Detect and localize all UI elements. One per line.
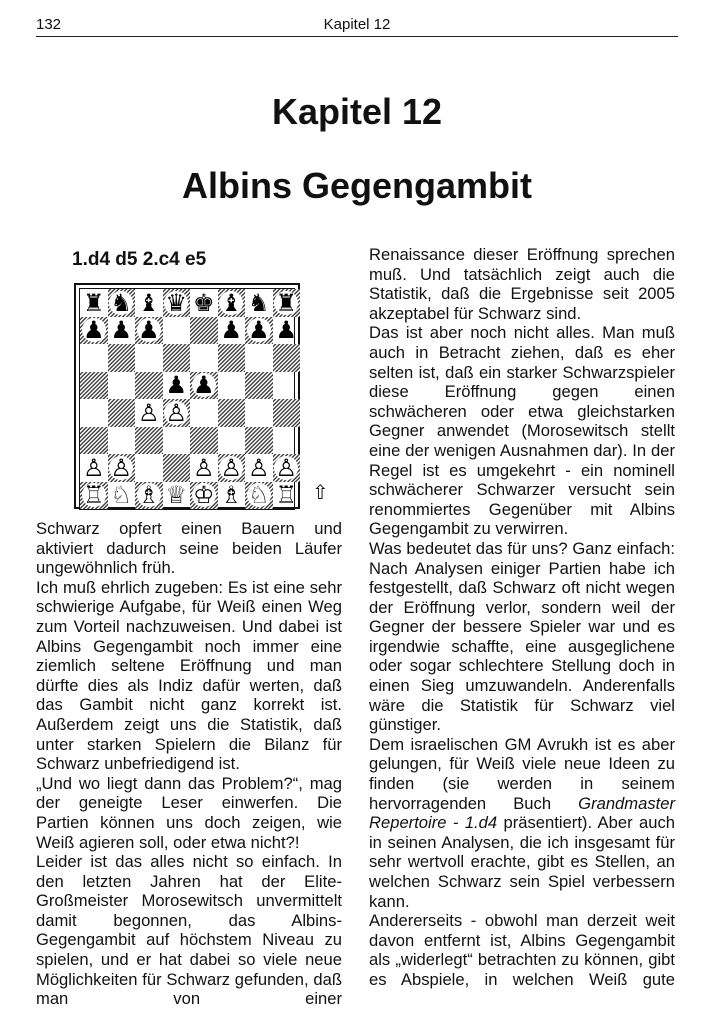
board-square [80, 454, 108, 482]
page-number: 132 [36, 16, 62, 33]
board-square [163, 454, 191, 482]
board-square [245, 317, 273, 345]
board-square [135, 427, 163, 455]
board-square [245, 372, 273, 400]
chess-board-grid [79, 288, 295, 510]
board-square [218, 482, 246, 510]
board-square [108, 482, 136, 510]
chess-piece-icon: ♘ [247, 481, 270, 510]
board-square [273, 344, 301, 372]
board-square [163, 372, 191, 400]
chess-piece-icon: ♟ [137, 316, 160, 345]
chess-piece-icon: ♟ [110, 316, 132, 345]
board-square [80, 399, 108, 427]
board-square [190, 344, 218, 372]
chess-piece-icon: ♙ [165, 398, 187, 427]
paragraph: Schwarz opfert einen Bauern und aktiviert dadurch seine beiden Läufer ungewöhnlich früh. [36, 519, 342, 578]
paragraph-text: präsentiert). Aber auch in seinen Analysen, die ich insgesamt für sehr wertvoll erachte, gibt es Stellen, an welchen Schwarz sein Spiel verbessern kann. [369, 813, 675, 911]
board-square [190, 427, 218, 455]
board-square [163, 399, 191, 427]
left-column [36, 519, 342, 1009]
board-square [135, 454, 163, 482]
board-square [135, 317, 163, 345]
opening-moves: 1.d4 d5 2.c4 e5 [72, 249, 207, 270]
board-square [80, 482, 108, 510]
board-square [245, 289, 273, 317]
paragraph: Andererseits - obwohl man derzeit weit davon entfernt ist, Albins Gegengambit als „widerlegt“ betrachten zu können, gibt es Abspiele, in welchen Weiß gute [369, 911, 675, 989]
board-square [245, 344, 273, 372]
board-square [80, 344, 108, 372]
paragraph: „Und wo liegt dann das Problem?“, mag der geneigte Leser einwerfen. Die Partien können uns doch zeigen, wie Weiß agieren soll, oder etwa nicht?! [36, 773, 342, 852]
board-square [218, 454, 246, 482]
board-square [108, 399, 136, 427]
chess-piece-icon: ♖ [82, 481, 105, 510]
board-square [163, 427, 191, 455]
chess-piece-icon: ♞ [110, 288, 132, 317]
board-square [135, 482, 163, 510]
chess-piece-icon: ♟ [247, 316, 270, 345]
board-square [190, 317, 218, 345]
board-square [135, 344, 163, 372]
board-square [163, 344, 191, 372]
board-square [245, 482, 273, 510]
chess-piece-icon: ♟ [192, 371, 215, 400]
chess-piece-icon: ♟ [220, 316, 242, 345]
chess-piece-icon: ♙ [192, 453, 215, 482]
board-square [190, 482, 218, 510]
chess-piece-icon: ♚ [192, 288, 215, 317]
page-header [36, 14, 678, 37]
board-square [218, 399, 246, 427]
chess-piece-icon: ♙ [137, 398, 160, 427]
chess-piece-icon: ♜ [82, 288, 105, 317]
paragraph: Renaissance dieser Eröffnung sprechen muß. Und tatsächlich zeigt auch die Statistik, daß die Ergebnisse seit 2005 akzeptabel für Schwarz sind. [369, 245, 675, 323]
chapter-subtitle: Albins Gegengambit [181, 165, 533, 206]
board-square [273, 427, 301, 455]
board-square [190, 399, 218, 427]
chess-piece-icon: ♕ [165, 481, 187, 510]
chess-piece-icon: ♜ [275, 288, 297, 317]
board-square [135, 289, 163, 317]
chess-piece-icon: ♖ [275, 481, 297, 510]
board-square [273, 372, 301, 400]
chess-piece-icon: ♘ [110, 481, 132, 510]
chess-diagram [74, 283, 300, 509]
board-square [273, 317, 301, 345]
board-square [218, 317, 246, 345]
board-square [218, 289, 246, 317]
board-square [218, 372, 246, 400]
board-square [273, 289, 301, 317]
board-square [108, 317, 136, 345]
chess-piece-icon: ♗ [220, 481, 242, 510]
chess-piece-icon: ♗ [137, 481, 160, 510]
paragraph-text: Dem israelischen GM Avrukh ist es aber gelungen, für Weiß viele neue Ideen zu finden (sie werden in seinem hervorragenden Buch [369, 734, 675, 813]
board-square [190, 372, 218, 400]
board-square [135, 372, 163, 400]
paragraph: Ich muß ehrlich zugeben: Es ist eine sehr schwierige Aufgabe, für Weiß einen Weg zum Vorteil nachzuweisen. Und dabei ist Albins Gegengambit noch immer eine ziemlich seltene Eröffnung und man dürfte dies als Indiz dafür werten, daß das Gambit nicht ganz korrekt ist. Außerdem zeigt uns die Statistik, daß unter starken Spielern die Bilanz für Schwarz unbefriedigend ist. [36, 577, 342, 774]
chess-piece-icon: ♞ [247, 288, 270, 317]
chess-piece-icon: ♟ [82, 316, 105, 345]
chapter-title: Kapitel 12 [271, 91, 443, 132]
board-square [80, 372, 108, 400]
chess-piece-icon: ♙ [275, 453, 297, 482]
board-square [80, 289, 108, 317]
board-square [245, 454, 273, 482]
board-square [190, 454, 218, 482]
paragraph: Das ist aber noch nicht alles. Man muß auch in Betracht ziehen, daß es eher selten ist, daß ein starker Schwarzspieler diese Eröffnung gegen einen schwächeren oder etwa gleichstarken Gegner anwendet (Morosewitsch stellt eine der wenigen Ausnahmen dar). In der Regel ist es umgekehrt - ein nominell schwächerer Schwarzer versucht sein renommiertes Gegenüber mit Albins Gegengambit zu verwirren. [369, 323, 675, 539]
board-square [108, 427, 136, 455]
board-square [108, 289, 136, 317]
board-square [273, 399, 301, 427]
board-square [163, 317, 191, 345]
paragraph: Was bedeutet das für uns? Ganz einfach: Nach Analysen einiger Partien habe ich festgestellt, daß Schwarz oft nicht wegen der Eröffnung verlor, sondern weil der Gegner der bessere Spieler war und es irgendwie schaffte, eine ausgeglichene oder sogar schlechtere Stellung doch in einen Sieg umzuwandeln. Anderenfalls wäre die Statistik für Schwarz viel günstiger. [369, 538, 675, 735]
book-title: Grandmaster Repertoire - 1.d4 [369, 793, 675, 833]
white-to-move-arrow-icon: ⇧ [312, 480, 329, 504]
chess-piece-icon: ♟ [165, 371, 187, 400]
chess-piece-icon: ♛ [165, 288, 187, 317]
paragraph: Leider ist das alles nicht so einfach. In den letzten Jahren hat der Elite-Großmeister Morosewitsch unvermittelt damit begonnen, das Albins-Gegengambit auf höchstem Niveau zu spielen, und er hat dabei so viele neue Möglichkeiten für Schwarz gefunden, daß man von einer [36, 852, 342, 1009]
board-square [163, 289, 191, 317]
board-square [108, 454, 136, 482]
chess-piece-icon: ♝ [220, 288, 242, 317]
chess-piece-icon: ♝ [137, 288, 160, 317]
board-square [80, 317, 108, 345]
board-square [245, 427, 273, 455]
board-square [245, 399, 273, 427]
chess-piece-icon: ♔ [192, 481, 215, 510]
board-square [80, 427, 108, 455]
chess-piece-icon: ♙ [247, 453, 270, 482]
paragraph [369, 735, 675, 911]
board-square [108, 344, 136, 372]
board-square [273, 482, 301, 510]
board-square [190, 289, 218, 317]
board-square [218, 344, 246, 372]
board-square [273, 454, 301, 482]
board-square [135, 399, 163, 427]
chess-piece-icon: ♙ [220, 453, 242, 482]
chess-piece-icon: ♙ [82, 453, 105, 482]
right-column [369, 245, 675, 990]
board-square [163, 482, 191, 510]
board-square [218, 427, 246, 455]
chess-piece-icon: ♙ [110, 453, 132, 482]
chess-piece-icon: ♟ [275, 316, 297, 345]
running-title: Kapitel 12 [323, 16, 391, 33]
board-square [108, 372, 136, 400]
